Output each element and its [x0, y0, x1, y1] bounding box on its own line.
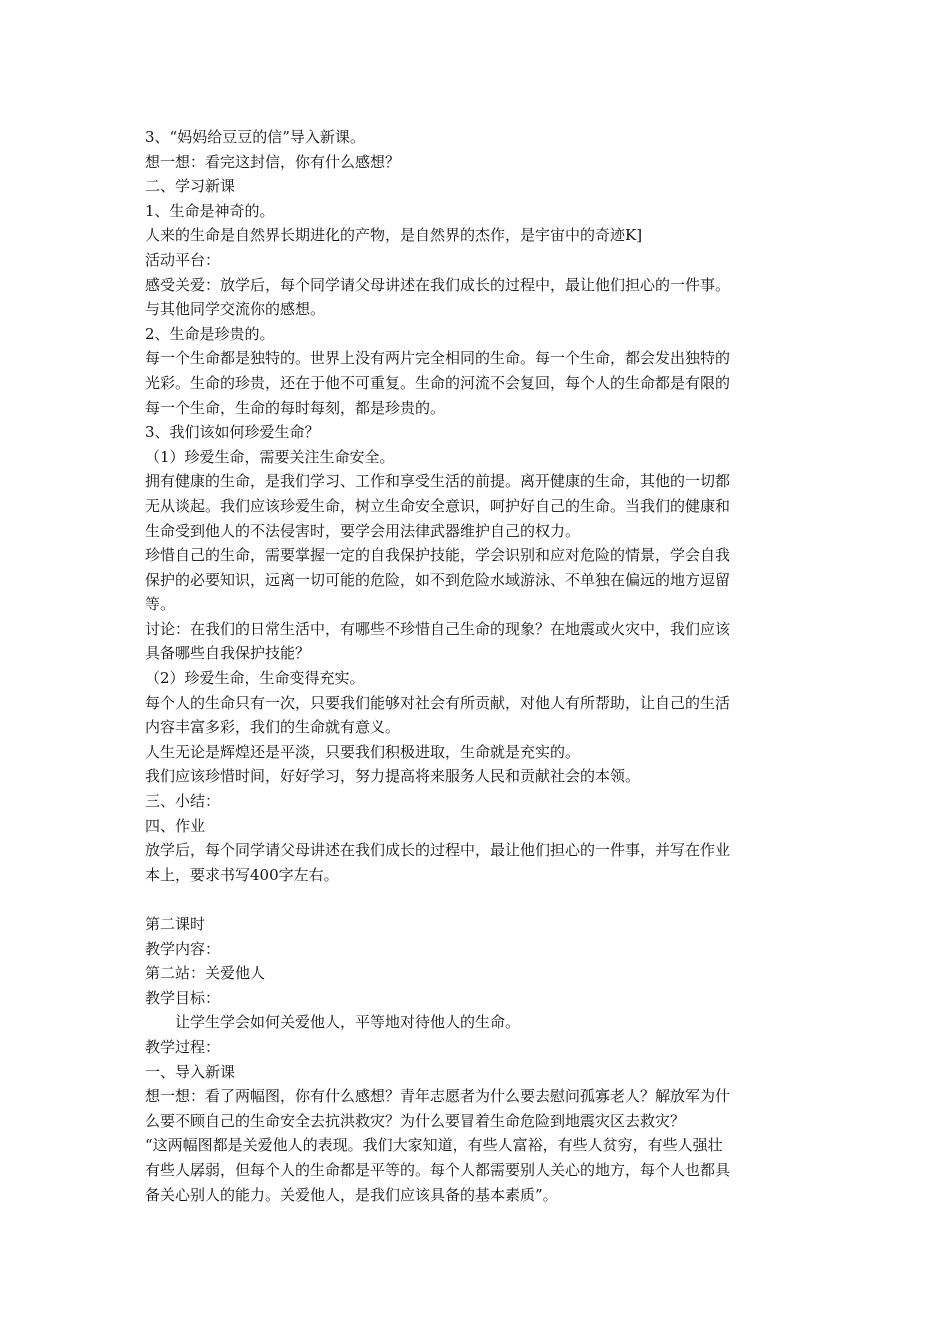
document-page — [145, 125, 815, 1207]
text-line: 教学内容： — [145, 939, 221, 958]
text-line: 每一个生命都是独特的。世界上没有两片完全相同的生命。每一个生命，都会发出独特的 — [145, 349, 731, 368]
text-line: 备关心别人的能力。关爱他人，是我们应该具备的基本素质”。 — [145, 1185, 558, 1204]
text-line: 我们应该珍惜时间，好好学习，努力提高将来服务人民和贡献社会的本领。 — [145, 767, 641, 786]
text-line: （2）珍爱生命，生命变得充实。 — [145, 669, 365, 688]
section-heading: 二、学习新课 — [145, 177, 236, 196]
text-line: 3、“妈妈给豆豆的信”导入新课。 — [145, 128, 365, 146]
text-line: （1）珍爱生命，需要关注生命安全。 — [145, 447, 395, 466]
text-line: 每个人的生命只有一次，只要我们能够对社会有所贡献，对他人有所帮助，让自己的生活 — [145, 693, 731, 712]
section-heading: 四、作业 — [145, 816, 206, 835]
text-line: 保护的必要知识，远离一切可能的危险，如不到危险水域游泳、不单独在偏远的地方逗留 — [145, 570, 731, 589]
text-line: 光彩。生命的珍贵，还在于他不可重复。生命的河流不会复回，每个人的生命都是有限的 — [145, 373, 731, 392]
text-line: 教学目标： — [145, 988, 221, 1007]
text-line: 感受关爱：放学后，每个同学请父母讲述在我们成长的过程中，最让他们担心的一件事。 — [145, 275, 731, 294]
text-line: 本上，要求书写400字左右。 — [145, 865, 339, 884]
text-line: 活动平台： — [145, 250, 221, 269]
text-line: 想一想：看了两幅图，你有什么感想？青年志愿者为什么要去慰问孤寡老人？解放军为什 — [145, 1087, 731, 1106]
section-heading: 一、导入新课 — [145, 1062, 236, 1081]
text-line: 等。 — [145, 595, 176, 614]
subsection-heading: 3、我们该如何珍爱生命？ — [145, 423, 320, 442]
text-line: 人生无论是辉煌还是平淡，只要我们积极进取，生命就是充实的。 — [145, 742, 581, 761]
text-line: 内容丰富多彩，我们的生命就有意义。 — [145, 718, 401, 737]
text-line: 与其他同学交流你的感想。 — [145, 300, 326, 319]
text-line: 有些人孱弱，但每个人的生命都是平等的。每个人都需要别人关心的地方，每个人也都具 — [145, 1160, 731, 1179]
text-line: 人来的生命是自然界长期进化的产物，是自然界的杰作，是宇宙中的奇迹K] — [145, 226, 643, 245]
text-line: 教学过程： — [145, 1037, 221, 1056]
lesson-heading: 第二课时 — [145, 915, 206, 933]
text-line: 生命受到他人的不法侵害时，要学会用法律武器维护自己的权力。 — [145, 521, 581, 540]
text-line: 让学生学会如何关爱他人，平等地对待他人的生命。 — [175, 1013, 521, 1032]
text-line: 具备哪些自我保护技能？ — [145, 644, 311, 663]
text-line: 无从谈起。我们应该珍爱生命，树立生命安全意识，呵护好自己的生命。当我们的健康和 — [145, 496, 731, 515]
text-line: “这两幅图都是关爱他人的表现。我们大家知道，有些人富裕，有些人贫穷，有些人强壮 — [145, 1136, 723, 1155]
text-line: 放学后，每个同学请父母讲述在我们成长的过程中，最让他们担心的一件事，并写在作业 — [145, 841, 731, 860]
text-line: 第二站：关爱他人 — [145, 964, 266, 983]
text-line: 么要不顾自己的生命安全去抗洪救灾？为什么要冒着生命危险到地震灾区去救灾？ — [145, 1111, 686, 1130]
text-line: 珍惜自己的生命，需要掌握一定的自我保护技能，学会识别和应对危险的情景，学会自我 — [145, 546, 731, 565]
text-line: 想一想：看完这封信，你有什么感想？ — [145, 152, 401, 171]
blank-line — [145, 887, 815, 912]
section-heading: 三、小结： — [145, 792, 221, 811]
text-line: 每一个生命，生命的每时每刻，都是珍贵的。 — [145, 398, 446, 417]
subsection-heading: 1、生命是神奇的。 — [145, 201, 275, 220]
text-line: 拥有健康的生命，是我们学习、工作和享受生活的前提。离开健康的生命，其他的一切都 — [145, 472, 731, 491]
subsection-heading: 2、生命是珍贵的。 — [145, 324, 275, 343]
text-line: 讨论：在我们的日常生活中，有哪些不珍惜自己生命的现象？在地震或火灾中，我们应该 — [145, 619, 731, 638]
